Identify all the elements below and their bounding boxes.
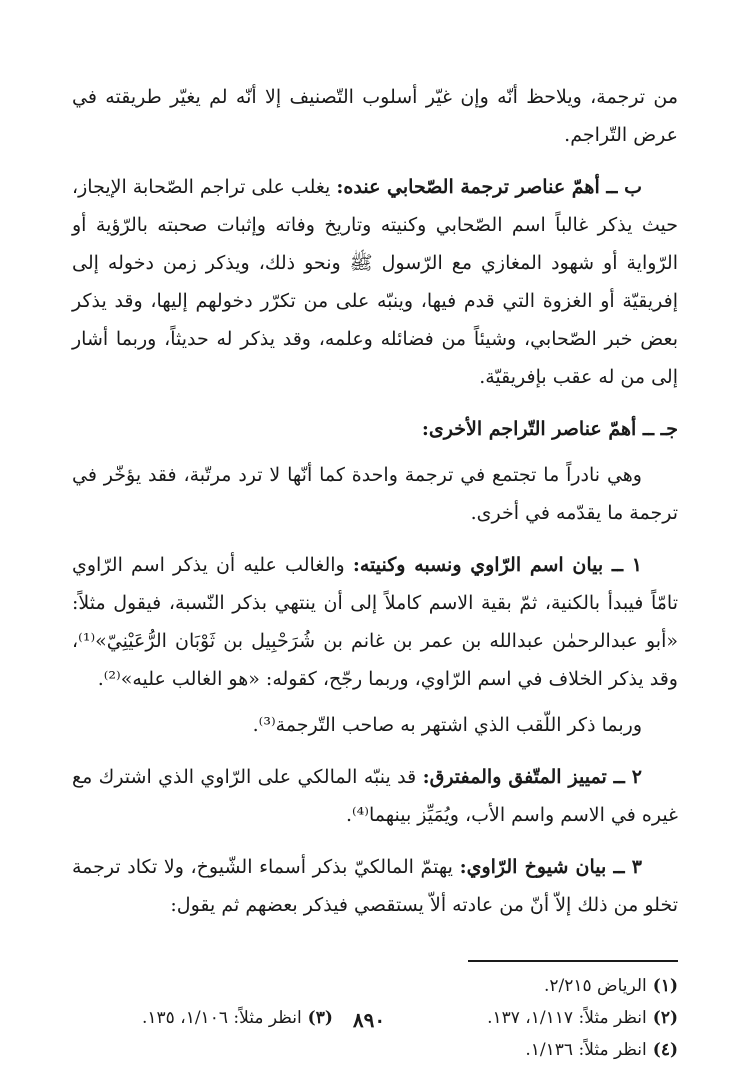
section-c (72, 456, 678, 532)
footnote-3-text: انظر مثلاً: ١/١٠٦، ١٣٥. (142, 1008, 302, 1028)
section-b (72, 168, 678, 396)
footnote-4 (72, 1034, 678, 1066)
footnote-1-number: (١) (652, 976, 678, 996)
item-1-extra-text: وربما ذكر اللّقب الذي اشتهر به صاحب التّرجمة⁽³⁾. (252, 714, 642, 736)
item-1-heading: ١ ــ بيان اسم الرّاوي ونسبه وكنيته: (352, 554, 642, 576)
item-1-extra (72, 706, 678, 744)
footnote-4-text: انظر مثلاً: ١/١٣٦. (525, 1040, 647, 1060)
footnote-1 (72, 970, 678, 1002)
section-b-text: يغلب على تراجم الصّحابة الإيجاز، حيث يذكر غالباً اسم الصّحابي وكنيته وتاريخ وفاته وإثبات صحبته بالرّؤية أو الرّواية أو شهود المغازي مع الرّسول ﷺ ونحو ذلك، ويذكر زمن دخوله إلى إفريقيّة أو الغزوة التي قدم فيها، وينبّه على من تكرّر دخولهم إليها، وقد يذكر بعض خبر الصّحابي، وشيئاً من فضائله وعلمه، وقد يذكر له حديثاً، وربما أشار إلى من له عقب بإفريقيّة. (72, 176, 678, 388)
item-1-text: والغالب عليه أن يذكر اسم الرّاوي تامّاً فيبدأ بالكنية، ثمّ بقية الاسم كاملاً إلى أن ينتهي بذكر النّسبة، فيقول مثلاً: «أبو عبدالرحمٰن عبدالله بن عمر بن غانم بن شُرَحْبِيل بن ثَوْبَان الرُّعَيْنِيّ»⁽¹⁾، وقد يذكر الخلاف في اسم الرّاوي، وربما رجّح، كقوله: «هو الغالب عليه»⁽²⁾. (72, 554, 678, 690)
footnote-2-text: انظر مثلاً: ١/١١٧، ١٣٧. (487, 1008, 647, 1028)
footnote-4-number: (٤) (652, 1040, 678, 1060)
footnote-separator-wrap (72, 938, 678, 970)
section-c-heading-line (72, 410, 678, 448)
paragraph-intro-text: من ترجمة، ويلاحظ أنّه وإن غيّر أسلوب التّصنيف إلا أنّه لم يغيّر طريقته في عرض التّراجم. (72, 86, 678, 146)
item-2-text: قد ينبّه المالكي على الرّاوي الذي اشترك مع غيره في الاسم واسم الأب، ويُمَيِّز بينهما⁽⁴⁾. (72, 766, 678, 826)
footnote-2-number: (٢) (652, 1008, 678, 1028)
item-3-text: يهتمّ المالكيّ بذكر أسماء الشّيوخ، ولا تكاد ترجمة تخلو من ذلك إلاّ أنّ من عادته ألاّ يستقصي فيذكر بعضهم ثم يقول: (72, 856, 678, 916)
section-c-heading: جـ ــ أهمّ عناصر التّراجم الأخرى: (421, 418, 678, 440)
item-1 (72, 546, 678, 698)
section-c-text: وهي نادراً ما تجتمع في ترجمة واحدة كما أنّها لا ترد مرتّبة، فقد يؤخّر في ترجمة ما يقدّمه في أخرى. (72, 464, 678, 524)
item-3-heading: ٣ ــ بيان شيوخ الرّاوي: (459, 856, 642, 878)
item-2 (72, 758, 678, 834)
section-b-heading: ب ــ أهمّ عناصر ترجمة الصّحابي عنده: (336, 176, 642, 198)
paragraph-intro (72, 78, 678, 154)
footnote-separator (468, 960, 678, 962)
footnote-3-number: (٣) (307, 1008, 333, 1028)
footnote-1-text: الرياض ٢/٢١٥. (543, 976, 647, 996)
item-2-heading: ٢ ــ تمييز المتّفق والمفترق: (422, 766, 642, 788)
item-3 (72, 848, 678, 924)
page-number: ٨٩٠ (352, 1008, 386, 1032)
